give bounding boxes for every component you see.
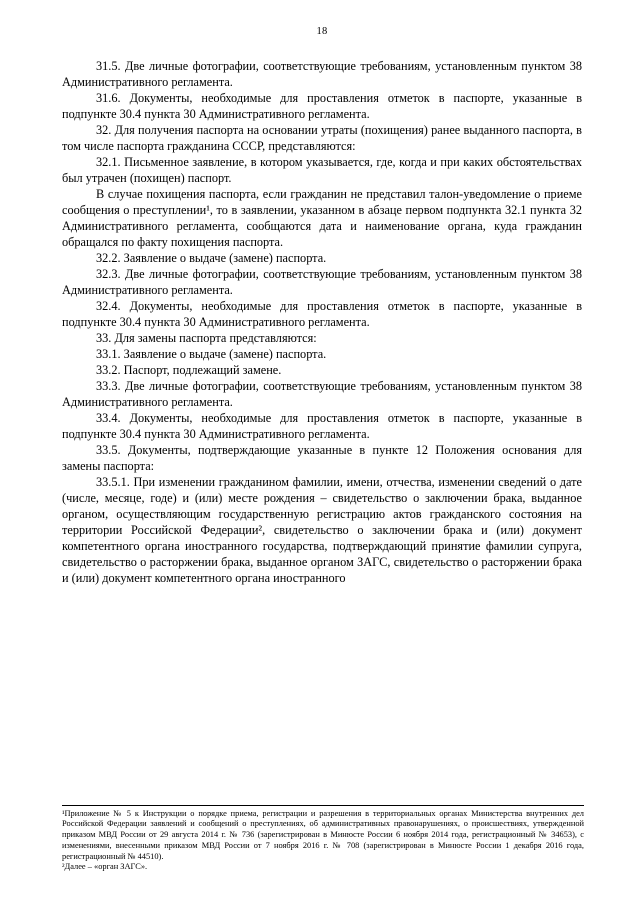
document-body [62,59,582,586]
footnote: ¹Приложение № 5 к Инструкции о порядке приема, регистрации и разрешения в территориальных органах Министерства внутренних дел Российской Федерации заявлений и сообщений о преступлениях, об административных правонарушениях, о происшествиях, утвержденной приказом МВД России от 29 августа 2014 г. № 736 (зарегистрирован в Минюсте России 6 ноября 2014 года, регистрационный № 34653), с изменениями, внесенными приказом МВД России от 7 ноября 2016 г. № 708 (зарегистрирован в Минюсте России 1 декабря 2016 года, регистрационный № 44510). [62,808,584,861]
paragraph: 33.4. Документы, необходимые для проставления отметок в паспорте, указанные в подпункте 30.4 пункта 30 Административного регламента. [62,410,582,441]
paragraph: 32.1. Письменное заявление, в котором указывается, где, когда и при каких обстоятельствах был утрачен (похищен) паспорт. [62,154,582,185]
paragraph: 33.1. Заявление о выдаче (замене) паспорта. [96,346,327,361]
page-number: 18 [316,26,328,37]
paragraph: 31.5. Две личные фотографии, соответствующие требованиям, установленным пунктом 38 Административного регламента. [62,59,582,89]
paragraph: 32.2. Заявление о выдаче (замене) паспорта. [96,250,327,265]
paragraph: 33. Для замены паспорта представляются: [96,330,317,345]
footnote: ²Далее – «орган ЗАГС». [62,862,148,872]
footnote-separator [62,805,584,806]
footnotes-section [62,805,584,874]
paragraph: 32.4. Документы, необходимые для проставления отметок в паспорте, указанные в подпункте 30.4 пункта 30 Административного регламента. [62,298,582,329]
paragraph: 33.5.1. При изменении гражданином фамилии, имени, отчества, изменении сведений о дате (числе, месяце, годе) и (или) месте рождения – свидетельство о заключении брака, выданное органом, осуществляющим государственную регистрацию актов гражданского состояния на территории Российской Федерации², свидетельство о заключении брака и (или) документ компетентного органа иностранного государства, подтверждающий принятие фамилии супруга, свидетельство о расторжении брака, выданное органом ЗАГС, свидетельство о расторжении брака и (или) документ компетентного органа иностранного [62,474,582,585]
paragraph: В случае похищения паспорта, если гражданин не представил талон-уведомление о приеме сообщения о преступлении¹, то в заявлении, указанном в абзаце первом подпункта 32.1 пункта 32 Административного регламента, сообщаются дата и наименование органа, куда гражданин обращался по факту похищения паспорта. [62,186,582,249]
paragraph: 33.3. Две личные фотографии, соответствующие требованиям, установленным пунктом 38 Административного регламента. [62,378,582,409]
paragraph: 31.6. Документы, необходимые для проставления отметок в паспорте, указанные в подпункте 30.4 пункта 30 Административного регламента. [62,90,582,121]
paragraph: 33.5. Документы, подтверждающие указанные в пункте 12 Положения основания для замены паспорта: [62,442,582,473]
paragraph: 32. Для получения паспорта на основании утраты (похищения) ранее выданного паспорта, в том числе паспорта гражданина СССР, представляются: [62,122,582,153]
paragraph: 32.3. Две личные фотографии, соответствующие требованиям, установленным пунктом 38 Административного регламента. [62,266,582,297]
paragraph: 33.2. Паспорт, подлежащий замене. [96,362,282,377]
